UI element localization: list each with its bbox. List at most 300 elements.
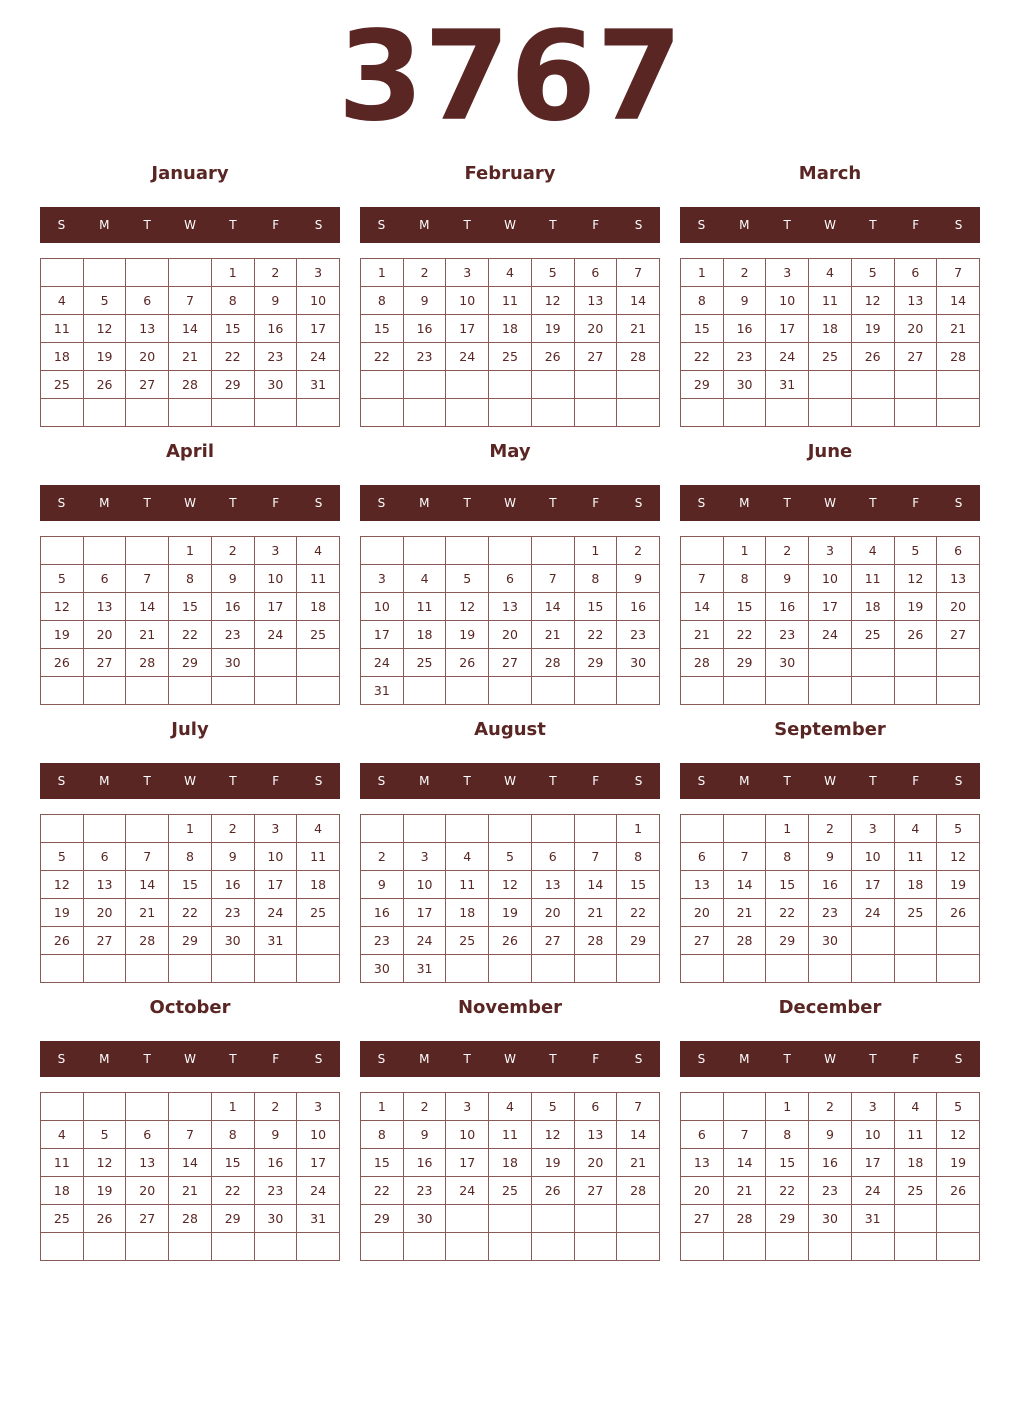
- weekday-label: M: [739, 496, 750, 510]
- day-cell: 12: [41, 871, 84, 899]
- day-cell: 31: [851, 1205, 894, 1233]
- empty-day-cell: [809, 649, 852, 677]
- day-cell: 16: [766, 593, 809, 621]
- empty-day-cell: [851, 399, 894, 427]
- empty-day-cell: [446, 1205, 489, 1233]
- day-cell: 29: [361, 1205, 404, 1233]
- day-cell: 18: [41, 1177, 84, 1205]
- day-cell: 5: [83, 287, 126, 315]
- empty-day-cell: [361, 1233, 404, 1261]
- day-cell: 14: [617, 1121, 660, 1149]
- empty-day-cell: [681, 537, 724, 565]
- week-row: [361, 927, 660, 955]
- day-cell: 29: [169, 927, 212, 955]
- day-cell: 23: [766, 621, 809, 649]
- day-cell: 6: [681, 1121, 724, 1149]
- day-cell: 6: [126, 1121, 169, 1149]
- day-cell: 10: [361, 593, 404, 621]
- day-cell: 15: [723, 593, 766, 621]
- month-title: April: [165, 441, 215, 462]
- empty-day-cell: [617, 677, 660, 705]
- empty-day-cell: [169, 1233, 212, 1261]
- week-row: [361, 1205, 660, 1233]
- day-grid: [40, 536, 340, 705]
- day-cell: 18: [809, 315, 852, 343]
- day-cell: 12: [489, 871, 532, 899]
- empty-day-cell: [617, 1233, 660, 1261]
- day-cell: 13: [681, 871, 724, 899]
- month-title: May: [489, 441, 531, 462]
- empty-day-cell: [297, 677, 340, 705]
- day-cell: 21: [937, 315, 980, 343]
- day-cell: 21: [169, 343, 212, 371]
- day-cell: 23: [211, 899, 254, 927]
- week-row: [361, 565, 660, 593]
- day-cell: 18: [403, 621, 446, 649]
- day-cell: 16: [403, 1149, 446, 1177]
- day-cell: 27: [489, 649, 532, 677]
- day-cell: 22: [617, 899, 660, 927]
- day-cell: 31: [766, 371, 809, 399]
- weekday-label: F: [912, 1052, 920, 1066]
- empty-day-cell: [809, 677, 852, 705]
- day-cell: 29: [574, 649, 617, 677]
- empty-day-cell: [297, 955, 340, 983]
- day-cell: 30: [766, 649, 809, 677]
- day-cell: 9: [403, 1121, 446, 1149]
- day-cell: 7: [126, 565, 169, 593]
- day-cell: 25: [41, 371, 84, 399]
- day-cell: 25: [41, 1205, 84, 1233]
- weekday-header: [680, 207, 980, 243]
- day-cell: 25: [489, 343, 532, 371]
- month-title: March: [798, 163, 862, 184]
- day-cell: 15: [766, 871, 809, 899]
- weekday-label: S: [954, 774, 963, 788]
- empty-day-cell: [361, 537, 404, 565]
- week-row: [681, 371, 980, 399]
- day-cell: 25: [489, 1177, 532, 1205]
- week-row: [681, 259, 980, 287]
- weekday-label: T: [549, 496, 557, 510]
- day-cell: 2: [254, 259, 297, 287]
- day-cell: 20: [574, 315, 617, 343]
- day-cell: 1: [169, 815, 212, 843]
- day-grid: [680, 1092, 980, 1261]
- day-cell: 29: [723, 649, 766, 677]
- empty-day-cell: [574, 1205, 617, 1233]
- day-cell: 3: [297, 1093, 340, 1121]
- day-cell: 8: [169, 565, 212, 593]
- day-cell: 6: [937, 537, 980, 565]
- day-cell: 1: [361, 259, 404, 287]
- empty-day-cell: [574, 955, 617, 983]
- empty-day-cell: [937, 371, 980, 399]
- day-cell: 20: [681, 899, 724, 927]
- day-cell: 24: [254, 621, 297, 649]
- day-cell: 12: [937, 1121, 980, 1149]
- day-cell: 8: [681, 287, 724, 315]
- day-cell: 12: [446, 593, 489, 621]
- empty-day-cell: [254, 677, 297, 705]
- day-cell: 14: [937, 287, 980, 315]
- empty-day-cell: [41, 677, 84, 705]
- day-cell: 19: [489, 899, 532, 927]
- day-cell: 25: [894, 1177, 937, 1205]
- day-cell: 28: [617, 1177, 660, 1205]
- empty-day-cell: [766, 1233, 809, 1261]
- empty-day-cell: [211, 955, 254, 983]
- day-cell: 20: [126, 343, 169, 371]
- day-cell: 15: [361, 1149, 404, 1177]
- day-cell: 27: [894, 343, 937, 371]
- weekday-label: T: [869, 496, 877, 510]
- day-cell: 4: [446, 843, 489, 871]
- day-cell: 22: [169, 621, 212, 649]
- week-row: [361, 899, 660, 927]
- empty-day-cell: [681, 1093, 724, 1121]
- month-title: February: [464, 163, 556, 184]
- day-cell: 27: [574, 1177, 617, 1205]
- weekday-label: S: [954, 1052, 963, 1066]
- week-row: [681, 1205, 980, 1233]
- day-cell: 24: [361, 649, 404, 677]
- empty-day-cell: [83, 1233, 126, 1261]
- day-cell: 8: [211, 1121, 254, 1149]
- day-cell: 18: [297, 593, 340, 621]
- day-cell: 9: [723, 287, 766, 315]
- empty-day-cell: [126, 955, 169, 983]
- weekday-label: F: [272, 218, 280, 232]
- weekday-label: S: [377, 218, 386, 232]
- day-cell: 3: [766, 259, 809, 287]
- weekday-label: S: [314, 218, 323, 232]
- empty-day-cell: [297, 399, 340, 427]
- month-title: November: [457, 997, 563, 1018]
- empty-day-cell: [809, 371, 852, 399]
- week-row: [361, 1233, 660, 1261]
- week-row: [681, 565, 980, 593]
- empty-day-cell: [489, 371, 532, 399]
- week-row: [681, 1177, 980, 1205]
- weekday-label: W: [504, 1052, 516, 1066]
- day-cell: 1: [766, 1093, 809, 1121]
- week-row: [41, 1121, 340, 1149]
- empty-day-cell: [83, 815, 126, 843]
- day-cell: 7: [531, 565, 574, 593]
- empty-day-cell: [489, 399, 532, 427]
- empty-day-cell: [937, 677, 980, 705]
- day-cell: 11: [894, 1121, 937, 1149]
- weekday-label: S: [314, 496, 323, 510]
- week-row: [681, 927, 980, 955]
- day-cell: 15: [211, 1149, 254, 1177]
- day-cell: 11: [297, 565, 340, 593]
- empty-day-cell: [403, 537, 446, 565]
- month-november: [360, 993, 660, 1226]
- empty-day-cell: [126, 537, 169, 565]
- day-cell: 31: [297, 371, 340, 399]
- day-cell: 17: [297, 1149, 340, 1177]
- day-cell: 8: [211, 287, 254, 315]
- week-row: [361, 315, 660, 343]
- day-cell: 20: [489, 621, 532, 649]
- empty-day-cell: [723, 1233, 766, 1261]
- day-grid: [40, 1092, 340, 1261]
- day-cell: 22: [169, 899, 212, 927]
- month-december: [680, 993, 980, 1226]
- empty-day-cell: [169, 1093, 212, 1121]
- empty-day-cell: [169, 259, 212, 287]
- weekday-label: S: [634, 774, 643, 788]
- weekday-label: S: [954, 218, 963, 232]
- weekday-label: T: [783, 1052, 791, 1066]
- week-row: [361, 843, 660, 871]
- week-row: [681, 537, 980, 565]
- day-cell: 15: [169, 593, 212, 621]
- day-grid: [40, 258, 340, 427]
- empty-day-cell: [894, 1233, 937, 1261]
- day-cell: 14: [169, 315, 212, 343]
- day-cell: 11: [446, 871, 489, 899]
- week-row: [361, 815, 660, 843]
- day-cell: 2: [617, 537, 660, 565]
- day-cell: 30: [723, 371, 766, 399]
- week-row: [681, 843, 980, 871]
- empty-day-cell: [894, 371, 937, 399]
- day-cell: 27: [681, 927, 724, 955]
- day-cell: 28: [126, 649, 169, 677]
- week-row: [361, 677, 660, 705]
- empty-day-cell: [531, 371, 574, 399]
- day-cell: 27: [531, 927, 574, 955]
- day-cell: 27: [574, 343, 617, 371]
- day-cell: 25: [851, 621, 894, 649]
- empty-day-cell: [851, 1233, 894, 1261]
- week-row: [681, 677, 980, 705]
- day-cell: 16: [723, 315, 766, 343]
- day-cell: 22: [766, 1177, 809, 1205]
- empty-day-cell: [851, 371, 894, 399]
- day-cell: 4: [297, 815, 340, 843]
- day-cell: 25: [446, 927, 489, 955]
- day-cell: 12: [894, 565, 937, 593]
- empty-day-cell: [681, 1233, 724, 1261]
- day-cell: 27: [681, 1205, 724, 1233]
- day-cell: 23: [809, 1177, 852, 1205]
- day-cell: 1: [681, 259, 724, 287]
- day-cell: 4: [851, 537, 894, 565]
- week-row: [681, 955, 980, 983]
- weekday-label: M: [99, 774, 110, 788]
- day-cell: 26: [851, 343, 894, 371]
- year-title: 3767: [337, 5, 683, 149]
- weekday-label: S: [377, 496, 386, 510]
- day-cell: 23: [403, 1177, 446, 1205]
- weekday-label: S: [314, 1052, 323, 1066]
- day-cell: 17: [361, 621, 404, 649]
- empty-day-cell: [574, 399, 617, 427]
- weekday-label: M: [99, 218, 110, 232]
- day-cell: 17: [851, 1149, 894, 1177]
- day-cell: 5: [937, 815, 980, 843]
- day-cell: 2: [809, 815, 852, 843]
- weekday-label: S: [314, 774, 323, 788]
- empty-day-cell: [489, 537, 532, 565]
- weekday-label: W: [184, 496, 196, 510]
- day-cell: 29: [169, 649, 212, 677]
- day-cell: 18: [446, 899, 489, 927]
- day-cell: 17: [446, 1149, 489, 1177]
- month-title: December: [778, 997, 882, 1018]
- day-cell: 1: [574, 537, 617, 565]
- day-cell: 14: [723, 1149, 766, 1177]
- day-cell: 16: [254, 1149, 297, 1177]
- day-cell: 26: [41, 927, 84, 955]
- week-row: [681, 315, 980, 343]
- empty-day-cell: [83, 955, 126, 983]
- empty-day-cell: [83, 399, 126, 427]
- empty-day-cell: [41, 259, 84, 287]
- day-cell: 3: [446, 259, 489, 287]
- day-cell: 14: [574, 871, 617, 899]
- month-title: January: [151, 163, 229, 184]
- empty-day-cell: [531, 815, 574, 843]
- day-cell: 17: [446, 315, 489, 343]
- day-cell: 12: [83, 315, 126, 343]
- day-cell: 31: [361, 677, 404, 705]
- weekday-header: [680, 763, 980, 799]
- day-cell: 3: [254, 815, 297, 843]
- empty-day-cell: [531, 1205, 574, 1233]
- weekday-header: [360, 1041, 660, 1077]
- day-cell: 2: [403, 1093, 446, 1121]
- day-cell: 4: [41, 1121, 84, 1149]
- weekday-label: W: [504, 774, 516, 788]
- day-cell: 24: [446, 343, 489, 371]
- day-cell: 18: [894, 1149, 937, 1177]
- weekday-label: S: [697, 496, 706, 510]
- empty-day-cell: [681, 677, 724, 705]
- day-cell: 30: [254, 371, 297, 399]
- weekday-label: S: [697, 218, 706, 232]
- empty-day-cell: [531, 399, 574, 427]
- week-row: [41, 371, 340, 399]
- empty-day-cell: [809, 399, 852, 427]
- day-cell: 4: [297, 537, 340, 565]
- week-row: [41, 621, 340, 649]
- day-cell: 15: [574, 593, 617, 621]
- day-cell: 11: [297, 843, 340, 871]
- day-cell: 27: [83, 649, 126, 677]
- empty-day-cell: [894, 649, 937, 677]
- day-cell: 17: [254, 593, 297, 621]
- empty-day-cell: [403, 677, 446, 705]
- empty-day-cell: [41, 955, 84, 983]
- day-cell: 3: [851, 815, 894, 843]
- empty-day-cell: [617, 399, 660, 427]
- week-row: [41, 259, 340, 287]
- day-cell: 19: [83, 343, 126, 371]
- empty-day-cell: [723, 815, 766, 843]
- weekday-label: T: [143, 496, 151, 510]
- day-cell: 27: [126, 1205, 169, 1233]
- day-cell: 9: [211, 843, 254, 871]
- empty-day-cell: [851, 649, 894, 677]
- day-cell: 11: [41, 1149, 84, 1177]
- day-cell: 9: [254, 287, 297, 315]
- weekday-label: T: [463, 218, 471, 232]
- day-cell: 25: [894, 899, 937, 927]
- day-cell: 21: [723, 899, 766, 927]
- empty-day-cell: [617, 955, 660, 983]
- day-grid: [360, 536, 660, 705]
- empty-day-cell: [937, 399, 980, 427]
- week-row: [41, 537, 340, 565]
- empty-day-cell: [574, 677, 617, 705]
- day-cell: 8: [766, 1121, 809, 1149]
- day-cell: 7: [169, 287, 212, 315]
- weekday-label: W: [824, 1052, 836, 1066]
- day-cell: 24: [254, 899, 297, 927]
- empty-day-cell: [361, 815, 404, 843]
- weekday-label: M: [739, 774, 750, 788]
- day-cell: 10: [403, 871, 446, 899]
- day-cell: 9: [809, 1121, 852, 1149]
- empty-day-cell: [403, 371, 446, 399]
- day-cell: 14: [681, 593, 724, 621]
- week-row: [681, 399, 980, 427]
- day-cell: 2: [211, 815, 254, 843]
- day-cell: 20: [83, 899, 126, 927]
- month-march: [680, 159, 980, 392]
- day-cell: 4: [41, 287, 84, 315]
- day-cell: 21: [531, 621, 574, 649]
- empty-day-cell: [531, 537, 574, 565]
- weekday-label: F: [592, 496, 600, 510]
- day-cell: 29: [766, 1205, 809, 1233]
- day-cell: 21: [169, 1177, 212, 1205]
- empty-day-cell: [681, 955, 724, 983]
- week-row: [681, 1093, 980, 1121]
- day-cell: 4: [894, 1093, 937, 1121]
- day-cell: 29: [211, 1205, 254, 1233]
- empty-day-cell: [766, 677, 809, 705]
- day-grid: [360, 814, 660, 983]
- weekday-label: S: [377, 1052, 386, 1066]
- weekday-header: [680, 1041, 980, 1077]
- weekday-label: S: [634, 496, 643, 510]
- day-cell: 10: [446, 287, 489, 315]
- weekday-label: T: [143, 1052, 151, 1066]
- day-cell: 3: [809, 537, 852, 565]
- weekday-label: T: [869, 1052, 877, 1066]
- empty-day-cell: [126, 815, 169, 843]
- empty-day-cell: [254, 399, 297, 427]
- month-september: [680, 715, 980, 948]
- day-cell: 21: [126, 899, 169, 927]
- day-cell: 20: [83, 621, 126, 649]
- week-row: [41, 649, 340, 677]
- day-cell: 10: [254, 565, 297, 593]
- day-cell: 24: [446, 1177, 489, 1205]
- day-cell: 29: [211, 371, 254, 399]
- day-cell: 26: [41, 649, 84, 677]
- empty-day-cell: [851, 927, 894, 955]
- day-cell: 4: [809, 259, 852, 287]
- empty-day-cell: [41, 815, 84, 843]
- empty-day-cell: [531, 1233, 574, 1261]
